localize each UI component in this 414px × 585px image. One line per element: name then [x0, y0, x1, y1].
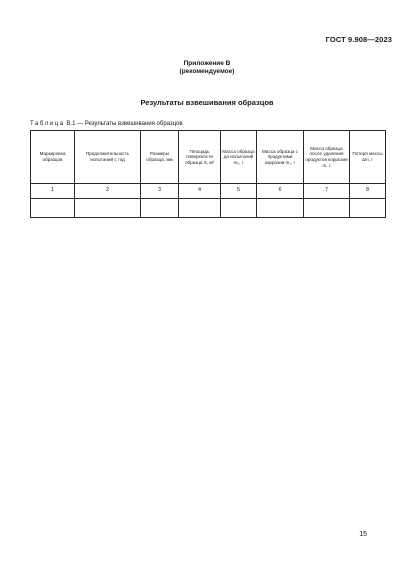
column-number-cell: 2 [75, 184, 141, 199]
standard-code: ГОСТ 9.908—2023 [325, 35, 392, 44]
column-number-cell: 7 [304, 184, 350, 199]
column-number-cell: 3 [141, 184, 179, 199]
table-column-number-row [31, 184, 386, 199]
table-header-row [31, 131, 386, 184]
column-number-cell: 8 [350, 184, 386, 199]
table-caption-label: Таблица [30, 121, 65, 127]
table-cell [141, 199, 179, 218]
column-number-cell: 4 [179, 184, 221, 199]
table-header-cell: Масса образца до испытаний m₀, г [221, 131, 257, 184]
table-header-cell: Масса образца с продуктами коррозии m₁, г [257, 131, 304, 184]
column-number-cell: 5 [221, 184, 257, 199]
table-header-cell: Потеря массы Δm, г [350, 131, 386, 184]
section-title: Результаты взвешивания образцов [140, 98, 274, 107]
table-cell [304, 199, 350, 218]
results-table [30, 130, 386, 218]
appendix-heading [0, 60, 414, 76]
table-header-cell: Продолжительность испытаний t, год [75, 131, 141, 184]
table-caption [30, 121, 183, 127]
table-cell [31, 199, 75, 218]
column-number-cell: 1 [31, 184, 75, 199]
page-number: 15 [359, 531, 367, 538]
table-header-cell: Масса образца после удаления продуктов коррозии m, г [304, 131, 350, 184]
table-cell [257, 199, 304, 218]
column-number-cell: 6 [257, 184, 304, 199]
table-cell [179, 199, 221, 218]
table-header-cell: Маркировка образцов [31, 131, 75, 184]
table-caption-number: В.1 [66, 121, 76, 127]
table-cell [350, 199, 386, 218]
table-cell [75, 199, 141, 218]
appendix-status: (рекомендуемое) [179, 68, 235, 75]
table-header-cell: Площадь поверхности образца S, м² [179, 131, 221, 184]
table-header-cell: Размеры образца, мм [141, 131, 179, 184]
table-caption-text: — Результаты взвешивания образцов [75, 121, 183, 127]
table-empty-row [31, 199, 386, 218]
table-cell [221, 199, 257, 218]
appendix-title: Приложение В [183, 60, 231, 67]
